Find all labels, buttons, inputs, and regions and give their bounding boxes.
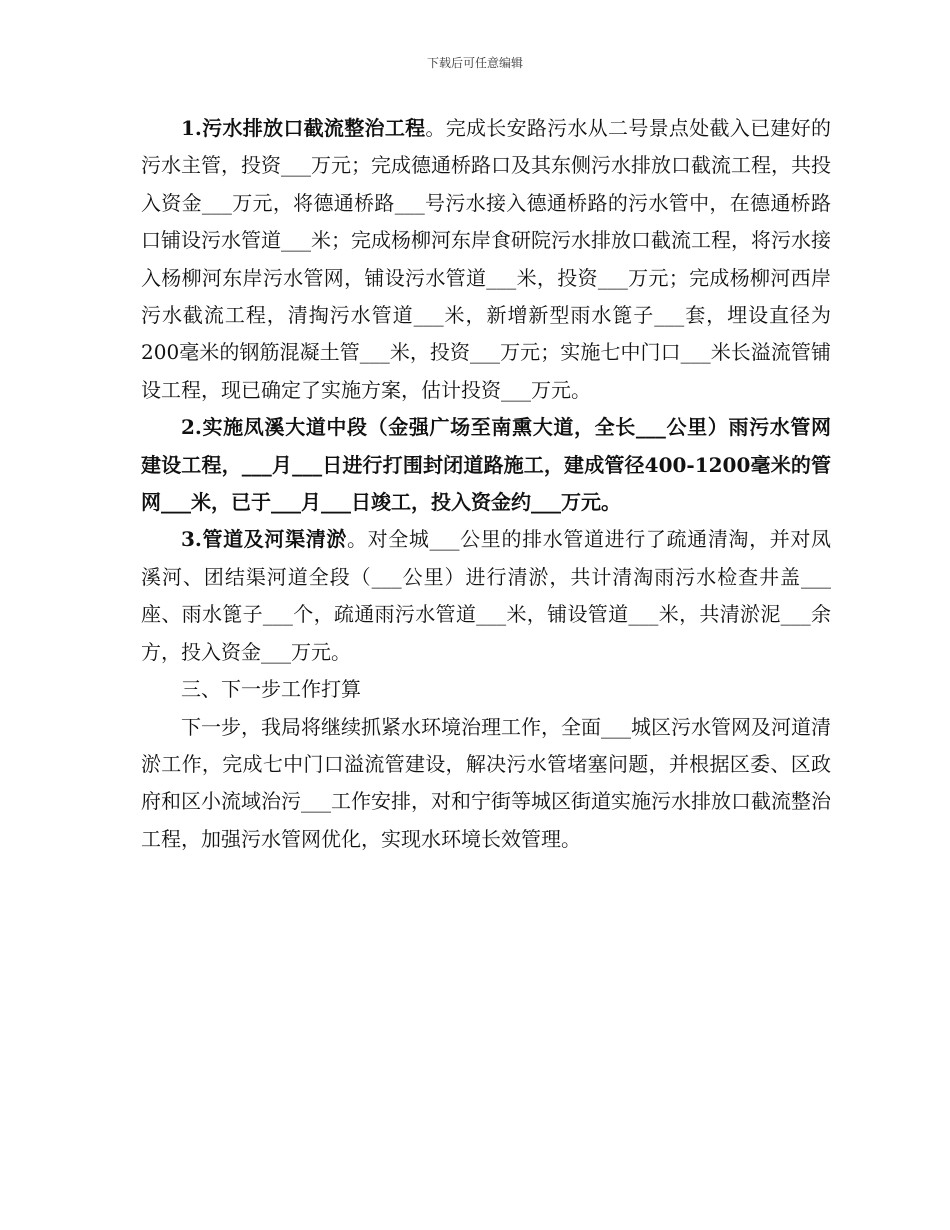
paragraph-dredging [141,521,831,671]
paragraph-sewage-outlet [141,110,831,409]
section-heading-next-steps [141,671,831,708]
heading-sewage-outlet: 1.污水排放口截流整治工程 [181,116,426,140]
text-next-steps: 下一步，我局将继续抓紧水环境治理工作，全面___城区污水管网及河道清淤工作，完成七中门口溢流管建设，解决污水管堵塞问题，并根据区委、区政府和区小流域治污___工作安排，对和宁街等城区街道实施污水排放口截流整治工程，加强污水管网优化，实现水环境长效管理。 [141,714,831,851]
document-body [141,110,831,858]
text-dredging: 。对全城___公里的排水管道进行了疏通清淘，并对凤溪河、团结渠河道全段（___公里）进行清淤，共计清淘雨污水检查井盖___座、雨水篦子___个，疏通雨污水管道___米，铺设管道___米，共清淤泥___余方，投入资金___万元。 [141,527,831,664]
heading-dredging: 3.管道及河渠清淤 [181,527,347,552]
text-sewage-outlet: 。完成长安路污水从二号景点处截入已建好的污水主管，投资___万元；完成德通桥路口及其东侧污水排放口截流工程，共投入资金___万元，将德通桥路___号污水接入德通桥路的污水管中，在德通桥路口铺设污水管道___米；完成杨柳河东岸食研院污水排放口截流工程，将污水接入杨柳河东岸污水管网，铺设污水管道___米，投资___万元；完成杨柳河西岸污水截流工程，清掏污水管道___米，新增新型雨水篦子___套，埋设直径为200毫米的钢筋混凝土管___米，投资___万元；实施七中门口___米长溢流管铺设工程，现已确定了实施方案，估计投资___万元。 [141,116,831,402]
heading-fengxi-avenue: 2.实施凤溪大道中段（金强广场至南熏大道，全长___公里）雨污水管网建设工程，___月___日进行打围封闭道路施工，建成管径400-1200毫米的管网___米，已于___月___日竣工，投入资金约___万元。 [141,415,831,515]
paragraph-fengxi-avenue [141,409,831,521]
page-header: 下载后可任意编辑 [426,56,523,70]
heading-next-steps: 三、下一步工作打算 [181,677,361,702]
paragraph-next-steps [141,709,831,859]
